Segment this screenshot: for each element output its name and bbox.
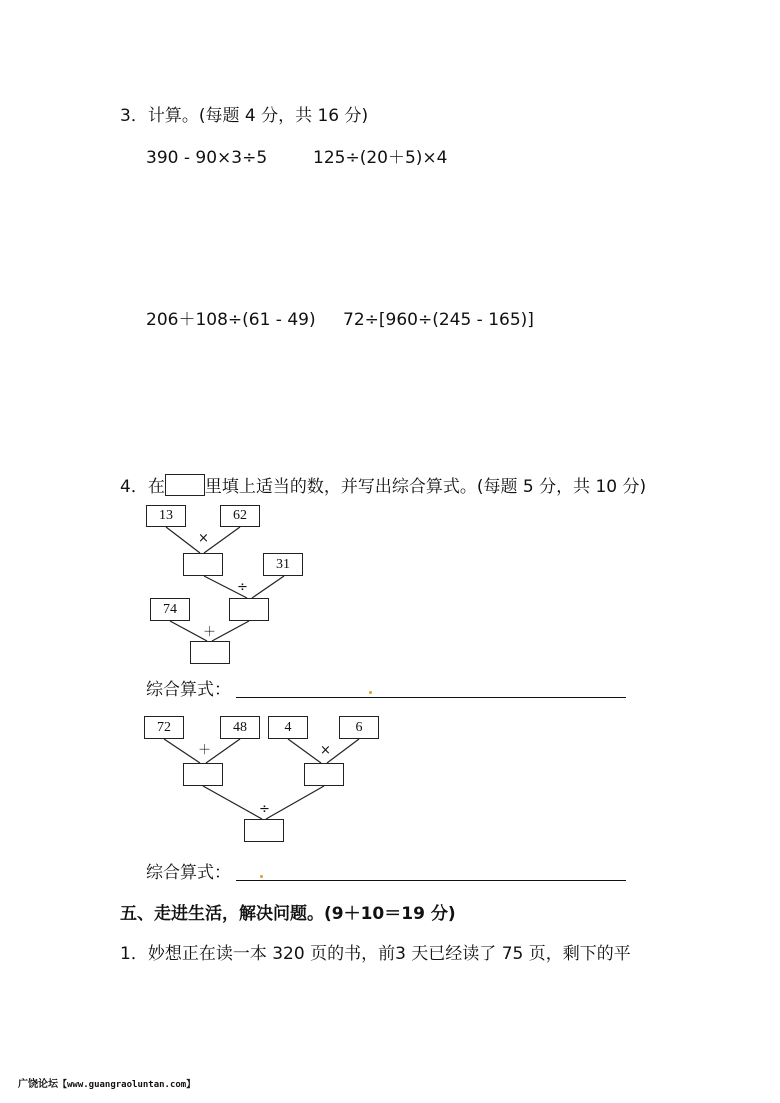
q4-title-prefix: 4．在 (120, 477, 165, 497)
q3-expr-3: 206＋108÷(61 - 49) (146, 310, 316, 330)
mark-dot-2 (260, 875, 263, 878)
q4-title-suffix: 里填上适当的数，并写出综合算式。(每题 5 分，共 10 分) (204, 477, 647, 497)
formula-answer-line-1[interactable] (236, 697, 626, 698)
tree2-number-4: 4 (268, 716, 308, 739)
footer-url: 【www.guangraoluntan.com】 (58, 1080, 196, 1090)
tree2-op-plus: ＋ (198, 743, 212, 758)
q3-expr-2: 125÷(20＋5)×4 (313, 148, 448, 168)
formula-label-2: 综合算式： (146, 863, 231, 883)
tree1-op-plus: ＋ (203, 625, 217, 640)
formula-answer-line-2[interactable] (236, 880, 626, 881)
section5-title: 五、走进生活，解决问题。(9＋10＝19 分) (120, 904, 456, 924)
tree1-op-divide: ÷ (237, 580, 248, 595)
tree2-answer-box-2[interactable] (304, 763, 344, 786)
tree1-number-62: 62 (220, 505, 260, 527)
answer-box-sample (165, 474, 205, 496)
q3-expr-4: 72÷[960÷(245 - 165)] (343, 310, 534, 330)
tree2-op-divide: ÷ (259, 802, 270, 817)
tree2-number-6: 6 (339, 716, 379, 739)
q3-expr-1: 390 - 90×3÷5 (146, 148, 268, 168)
tree2-op-multiply: × (320, 743, 331, 758)
tree2-answer-box-3[interactable] (244, 819, 284, 842)
q3-title: 3．计算。(每题 4 分，共 16 分) (120, 106, 369, 126)
section5-problem-1: 1．妙想正在读一本 320 页的书，前3 天已经读了 75 页，剩下的平 (120, 944, 631, 964)
tree1-answer-box-2[interactable] (229, 598, 269, 621)
tree1-number-31: 31 (263, 553, 303, 576)
formula-label-1: 综合算式： (146, 680, 231, 700)
tree1-number-13: 13 (146, 505, 186, 527)
tree1-op-multiply: × (198, 531, 209, 546)
tree1-answer-box-3[interactable] (190, 641, 230, 664)
mark-dot (369, 691, 372, 694)
tree1-number-74: 74 (150, 598, 190, 621)
tree2-number-72: 72 (144, 716, 184, 739)
q4-title (120, 474, 646, 496)
tree2-number-48: 48 (220, 716, 260, 739)
tree2-answer-box-1[interactable] (183, 763, 223, 786)
tree1-answer-box-1[interactable] (183, 553, 223, 576)
footer-watermark (18, 1075, 195, 1090)
footer-site: 广饶论坛 (18, 1079, 58, 1090)
